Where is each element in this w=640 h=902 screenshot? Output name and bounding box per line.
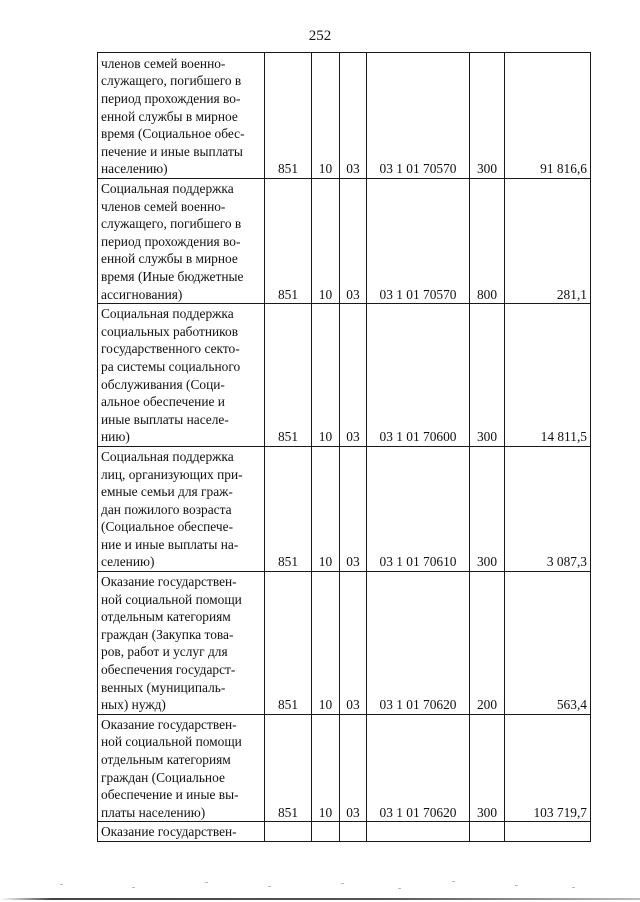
section-code: 10: [312, 714, 340, 822]
ministry-code: 851: [265, 572, 312, 715]
section-code: [312, 822, 340, 842]
subsection-code: 03: [340, 714, 367, 822]
table-row: [98, 822, 591, 842]
expense-type-code: 300: [470, 53, 505, 179]
table-row: [98, 572, 591, 715]
target-article-code: 03 1 01 70620: [367, 714, 470, 822]
expense-type-code: 300: [470, 446, 505, 571]
page-number: 252: [308, 28, 332, 44]
ministry-code: 851: [265, 446, 312, 571]
row-description: Оказание государствен- ной социальной помощи отдельным категориям граждан (Социальное обеспечение и иные вы- платы населению): [98, 714, 265, 822]
ministry-code: 851: [265, 304, 312, 447]
section-code: 10: [312, 53, 340, 179]
table-row: [98, 179, 591, 304]
budget-table: [97, 52, 591, 842]
target-article-code: 03 1 01 70620: [367, 572, 470, 715]
row-description: членов семей военно- служащего, погибшего в период прохождения во- енной службы в мирное время (Социальное обес- печение и иные выплаты населению): [98, 53, 265, 179]
amount: 3 087,3: [505, 446, 591, 571]
section-code: 10: [312, 572, 340, 715]
section-code: 10: [312, 304, 340, 447]
target-article-code: 03 1 01 70610: [367, 446, 470, 571]
target-article-code: [367, 822, 470, 842]
subsection-code: 03: [340, 304, 367, 447]
table-row: [98, 714, 591, 822]
scan-edge-line: [0, 898, 640, 900]
amount: 281,1: [505, 179, 591, 304]
section-code: 10: [312, 446, 340, 571]
amount: 563,4: [505, 572, 591, 715]
row-description: Социальная поддержка членов семей военно- служащего, погибшего в период прохождения во- енной службы в мирное время (Иные бюджетные ассигнования): [98, 179, 265, 304]
ministry-code: [265, 822, 312, 842]
subsection-code: 03: [340, 446, 367, 571]
subsection-code: [340, 822, 367, 842]
expense-type-code: [470, 822, 505, 842]
expense-type-code: 300: [470, 714, 505, 822]
amount: [505, 822, 591, 842]
row-description: Социальная поддержка лиц, организующих при- емные семьи для граж- дан пожилого возраста (Социальное обеспече- ние и иные выплаты на- селению): [98, 446, 265, 571]
row-description: Социальная поддержка социальных работников государственного секто- ра системы социального обслуживания (Соци- альное обеспечение и иные выплаты населе- нию): [98, 304, 265, 447]
target-article-code: 03 1 01 70600: [367, 304, 470, 447]
expense-type-code: 800: [470, 179, 505, 304]
target-article-code: 03 1 01 70570: [367, 53, 470, 179]
table-row: [98, 446, 591, 571]
expense-type-code: 200: [470, 572, 505, 715]
expense-type-code: 300: [470, 304, 505, 447]
row-description: Оказание государствен-: [98, 822, 265, 842]
subsection-code: 03: [340, 53, 367, 179]
ministry-code: 851: [265, 714, 312, 822]
ministry-code: 851: [265, 179, 312, 304]
ministry-code: 851: [265, 53, 312, 179]
target-article-code: 03 1 01 70570: [367, 179, 470, 304]
table-row: [98, 53, 591, 179]
section-code: 10: [312, 179, 340, 304]
amount: 103 719,7: [505, 714, 591, 822]
scan-noise: [0, 878, 640, 892]
row-description: Оказание государствен- ной социальной помощи отдельным категориям граждан (Закупка това- ров, работ и услуг для обеспечения государст- венных (муниципаль- ных) нужд): [98, 572, 265, 715]
budget-table-body: [98, 53, 591, 842]
subsection-code: 03: [340, 179, 367, 304]
amount: 91 816,6: [505, 53, 591, 179]
table-row: [98, 304, 591, 447]
amount: 14 811,5: [505, 304, 591, 447]
subsection-code: 03: [340, 572, 367, 715]
